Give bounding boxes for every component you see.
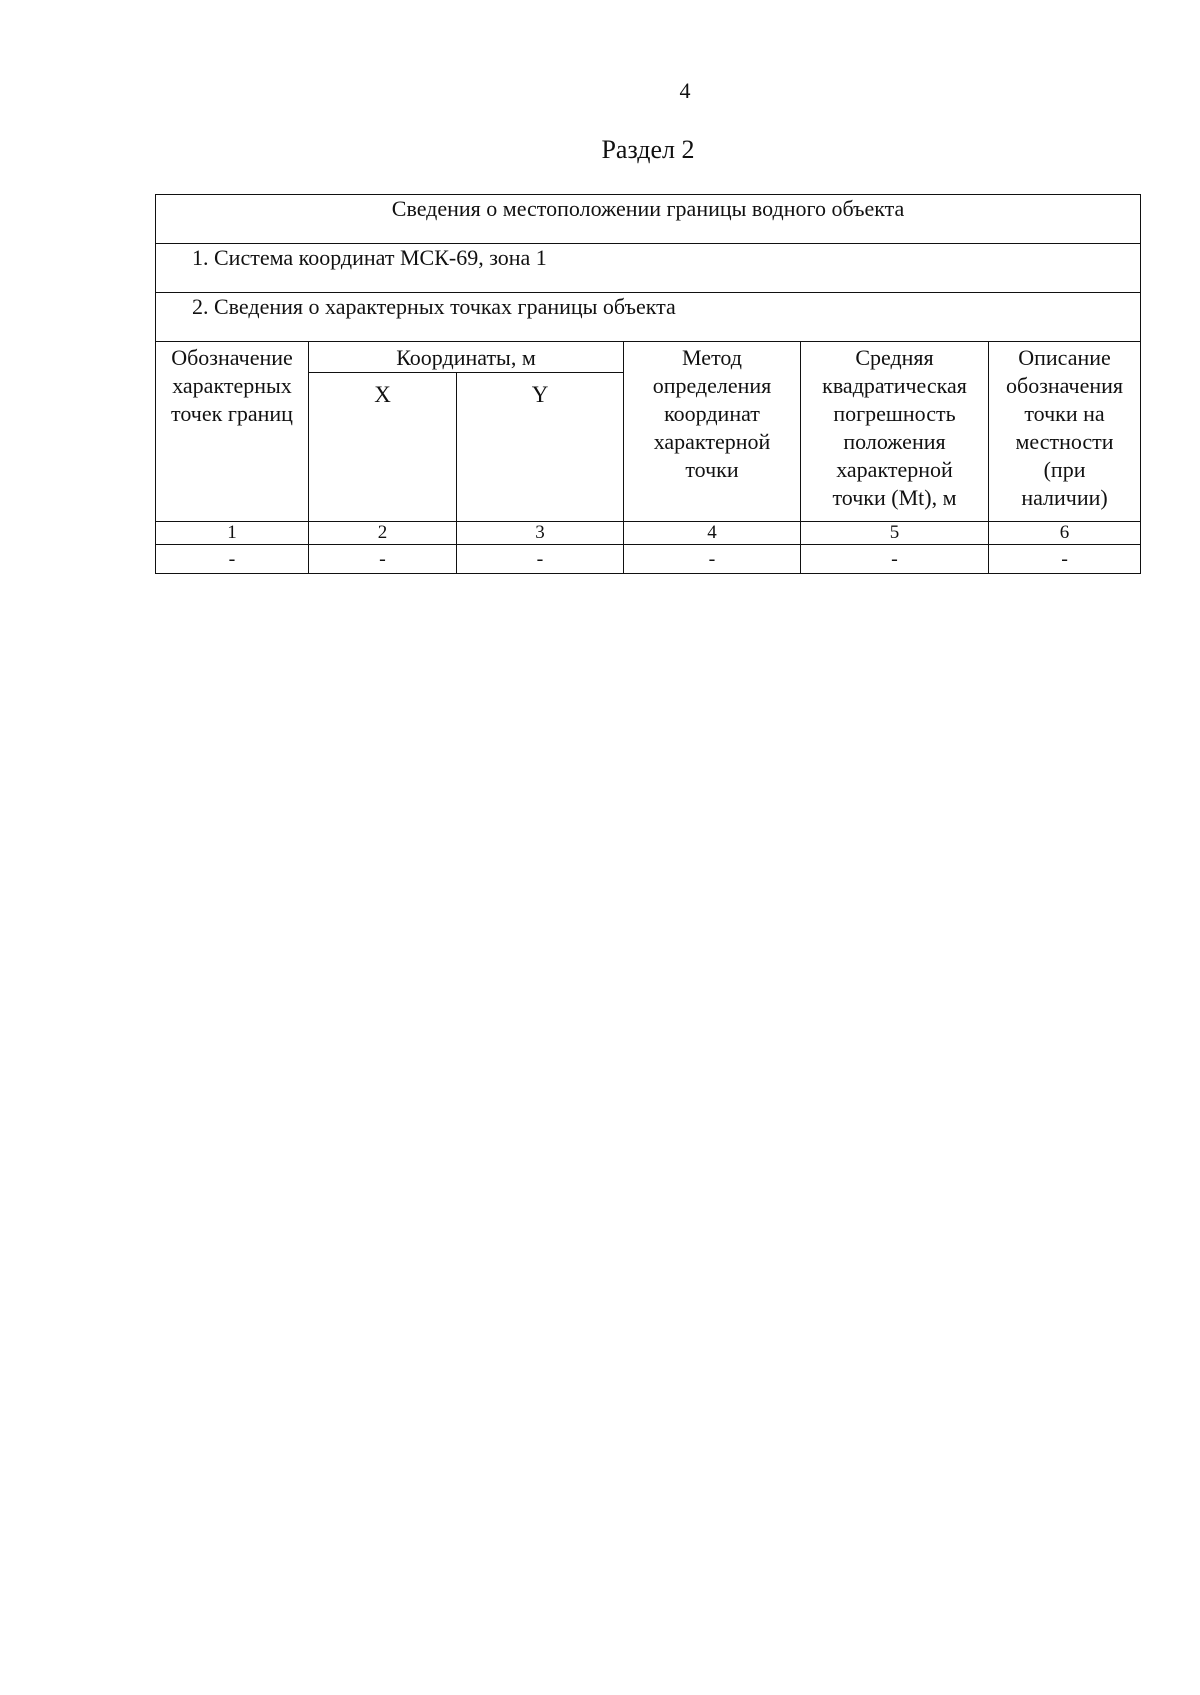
header-line: Обозначение bbox=[171, 345, 293, 370]
column-number: 2 bbox=[309, 522, 457, 545]
header-line: характерной bbox=[653, 429, 771, 454]
column-numbers-row bbox=[156, 522, 1141, 545]
boundary-table bbox=[155, 194, 1141, 574]
header-description bbox=[989, 342, 1141, 522]
header-error bbox=[801, 342, 989, 522]
header-line: Метод bbox=[682, 345, 742, 370]
column-number: 4 bbox=[624, 522, 801, 545]
table-cell: - bbox=[309, 545, 457, 574]
header-y: Y bbox=[457, 373, 624, 522]
header-line: погрешность bbox=[833, 401, 956, 426]
table-cell: - bbox=[624, 545, 801, 574]
column-number: 1 bbox=[156, 522, 309, 545]
coordinate-system: 1. Система координат МСК-69, зона 1 bbox=[156, 244, 1141, 293]
header-line: координат bbox=[664, 401, 760, 426]
header-x: X bbox=[309, 373, 457, 522]
column-number: 3 bbox=[457, 522, 624, 545]
column-number: 5 bbox=[801, 522, 989, 545]
header-designation bbox=[156, 342, 309, 522]
page-number: 4 bbox=[679, 78, 691, 103]
header-line: (при bbox=[1043, 457, 1086, 482]
points-info: 2. Сведения о характерных точках границы объекта bbox=[156, 293, 1141, 342]
header-line: Средняя bbox=[855, 345, 934, 370]
header-line: обозначения bbox=[1006, 373, 1124, 398]
header-line: определения bbox=[652, 373, 772, 398]
table-cell: - bbox=[801, 545, 989, 574]
header-line: наличии) bbox=[1021, 485, 1108, 510]
header-line: точек границ bbox=[171, 401, 293, 426]
header-line: положения bbox=[843, 429, 946, 454]
table-cell: - bbox=[156, 545, 309, 574]
header-line: характерных bbox=[172, 373, 292, 398]
header-line: точки на bbox=[1024, 401, 1105, 426]
header-line: характерной bbox=[836, 457, 953, 482]
header-line: квадратическая bbox=[822, 373, 967, 398]
table-title: Сведения о местоположении границы водного объекта bbox=[156, 195, 1141, 244]
header-coordinates: Координаты, м bbox=[309, 342, 624, 373]
header-line: точки (Mt), м bbox=[832, 485, 957, 510]
table-row bbox=[156, 545, 1141, 574]
table-cell: - bbox=[457, 545, 624, 574]
table-cell: - bbox=[989, 545, 1141, 574]
column-number: 6 bbox=[989, 522, 1141, 545]
header-method bbox=[624, 342, 801, 522]
header-line: местности bbox=[1015, 429, 1114, 454]
section-title: Раздел 2 bbox=[601, 135, 695, 164]
header-line: точки bbox=[685, 457, 739, 482]
header-line: Описание bbox=[1018, 345, 1111, 370]
